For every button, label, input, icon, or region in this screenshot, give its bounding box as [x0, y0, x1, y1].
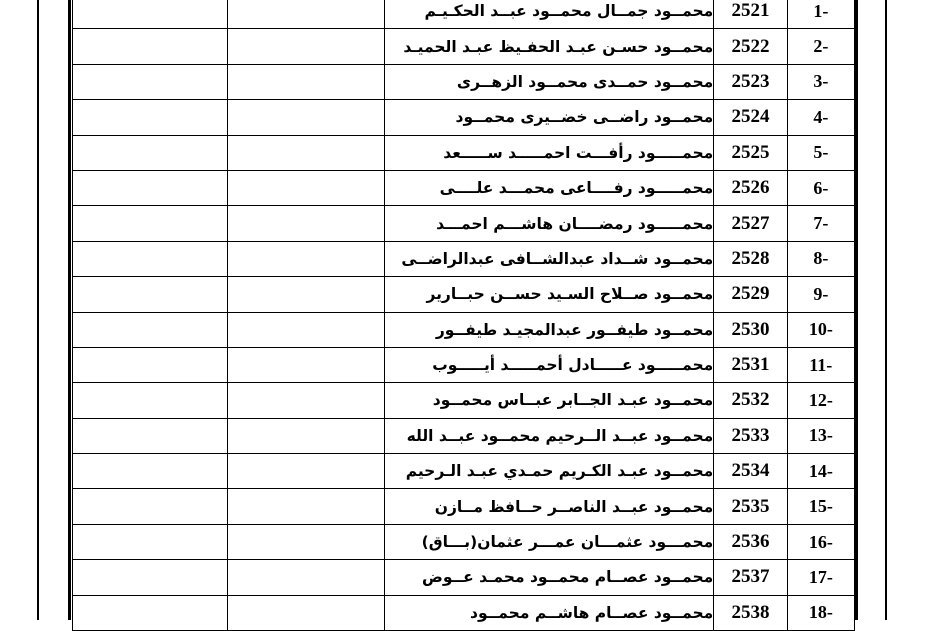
blank-cell	[73, 560, 228, 595]
blank-cell	[227, 29, 384, 64]
seat-number-cell: 2535	[714, 489, 787, 524]
row-index-cell: 14-	[787, 454, 854, 489]
blank-cell	[227, 0, 384, 29]
blank-cell	[227, 135, 384, 170]
blank-cell	[227, 560, 384, 595]
row-index-cell: 5-	[787, 135, 854, 170]
table-row	[73, 241, 855, 276]
blank-cell	[227, 100, 384, 135]
seat-number-cell: 2522	[714, 29, 787, 64]
blank-cell	[73, 135, 228, 170]
table-row	[73, 560, 855, 595]
row-index-cell: 12-	[787, 383, 854, 418]
table-row	[73, 524, 855, 559]
seat-number-cell: 2533	[714, 418, 787, 453]
row-index-cell: 18-	[787, 595, 854, 630]
seat-number-cell: 2532	[714, 383, 787, 418]
seat-number-cell: 2525	[714, 135, 787, 170]
blank-cell	[73, 454, 228, 489]
seat-number-cell: 2526	[714, 170, 787, 205]
student-name-cell: محمــود عبـد الكـريم حمـدي عبـد الـرحيم	[384, 454, 714, 489]
student-name-cell: محمــود جمــال محمــود عبــد الحكـيـم	[384, 0, 714, 29]
blank-cell	[73, 100, 228, 135]
seat-number-cell: 2529	[714, 277, 787, 312]
blank-cell	[73, 206, 228, 241]
seat-number-cell: 2538	[714, 595, 787, 630]
page-border-left-outer	[37, 0, 39, 620]
student-name-cell: محمـــــود رأفـــت احمـــــد ســـــعد	[384, 135, 714, 170]
blank-cell	[227, 312, 384, 347]
row-index-cell: 3-	[787, 64, 854, 99]
student-name-cell: محمــود شــداد عبدالشــافى عبدالراضــى	[384, 241, 714, 276]
table-row	[73, 206, 855, 241]
student-name-cell: محمــود عبـد الجــابر عبــاس محمــود	[384, 383, 714, 418]
seat-number-cell: 2528	[714, 241, 787, 276]
page-border-left-inner	[68, 0, 71, 620]
blank-cell	[227, 241, 384, 276]
student-name-cell: محمـــــود عـــــادل أحمـــــد أيـــــوب	[384, 347, 714, 382]
page-border-right-inner	[855, 0, 858, 620]
table-row	[73, 454, 855, 489]
table-row	[73, 170, 855, 205]
blank-cell	[73, 277, 228, 312]
seat-number-cell: 2523	[714, 64, 787, 99]
blank-cell	[227, 595, 384, 630]
seat-number-cell: 2530	[714, 312, 787, 347]
student-name-cell: محمــود حمــدى محمــود الزهــرى	[384, 64, 714, 99]
table-row	[73, 312, 855, 347]
row-index-cell: 6-	[787, 170, 854, 205]
blank-cell	[73, 383, 228, 418]
row-index-cell: 9-	[787, 277, 854, 312]
blank-cell	[73, 29, 228, 64]
row-index-cell: 4-	[787, 100, 854, 135]
seat-number-cell: 2537	[714, 560, 787, 595]
row-index-cell: 2-	[787, 29, 854, 64]
blank-cell	[73, 0, 228, 29]
blank-cell	[73, 347, 228, 382]
table-row	[73, 135, 855, 170]
student-name-cell: محمـــــود رمضــــان هاشـــم احمـــد	[384, 206, 714, 241]
student-name-cell: محمـــــود رفــــاعى محمـــد علــــى	[384, 170, 714, 205]
blank-cell	[227, 347, 384, 382]
row-index-cell: 17-	[787, 560, 854, 595]
row-index-cell: 13-	[787, 418, 854, 453]
row-index-cell: 11-	[787, 347, 854, 382]
blank-cell	[227, 524, 384, 559]
table-row	[73, 595, 855, 630]
table-row	[73, 347, 855, 382]
table-row	[73, 489, 855, 524]
seat-number-cell: 2527	[714, 206, 787, 241]
table-row	[73, 100, 855, 135]
blank-cell	[73, 418, 228, 453]
blank-cell	[73, 241, 228, 276]
blank-cell	[227, 170, 384, 205]
student-name-cell: محمــود صــلاح السـيد حســن حبــارير	[384, 277, 714, 312]
seat-number-cell: 2536	[714, 524, 787, 559]
row-index-cell: 8-	[787, 241, 854, 276]
student-name-cell: محمــود عبــد الناصــر حــافظ مــازن	[384, 489, 714, 524]
blank-cell	[73, 170, 228, 205]
row-index-cell: 15-	[787, 489, 854, 524]
blank-cell	[227, 64, 384, 99]
row-index-cell: 10-	[787, 312, 854, 347]
blank-cell	[73, 595, 228, 630]
blank-cell	[227, 489, 384, 524]
student-name-cell: محمــود حسـن عبـد الحفـيظ عبـد الحميـد	[384, 29, 714, 64]
blank-cell	[227, 277, 384, 312]
table-row	[73, 64, 855, 99]
table-row	[73, 418, 855, 453]
student-name-cell: محمــود طيفــور عبدالمجيـد طيفــور	[384, 312, 714, 347]
blank-cell	[227, 418, 384, 453]
table-row	[73, 0, 855, 29]
blank-cell	[73, 64, 228, 99]
student-name-cell: محمــود عصــام هاشــم محمــود	[384, 595, 714, 630]
row-index-cell: 7-	[787, 206, 854, 241]
seat-number-cell: 2521	[714, 0, 787, 29]
blank-cell	[227, 383, 384, 418]
student-roster-table	[72, 0, 855, 631]
table-row	[73, 277, 855, 312]
table-row	[73, 29, 855, 64]
blank-cell	[227, 206, 384, 241]
blank-cell	[73, 312, 228, 347]
seat-number-cell: 2534	[714, 454, 787, 489]
page-border-right-outer	[885, 0, 887, 620]
student-name-cell: محمــود راضــى خضــيرى محمــود	[384, 100, 714, 135]
blank-cell	[73, 489, 228, 524]
row-index-cell: 1-	[787, 0, 854, 29]
seat-number-cell: 2531	[714, 347, 787, 382]
student-name-cell: محمــود عبــد الــرحيم محمــود عبــد الله	[384, 418, 714, 453]
blank-cell	[73, 524, 228, 559]
row-index-cell: 16-	[787, 524, 854, 559]
student-name-cell: محمــود عصــام محمــود محمـد عــوض	[384, 560, 714, 595]
table-row	[73, 383, 855, 418]
student-name-cell: محمـــود عثمـــان عمـــر عثمان(بـــاق)	[384, 524, 714, 559]
seat-number-cell: 2524	[714, 100, 787, 135]
blank-cell	[227, 454, 384, 489]
